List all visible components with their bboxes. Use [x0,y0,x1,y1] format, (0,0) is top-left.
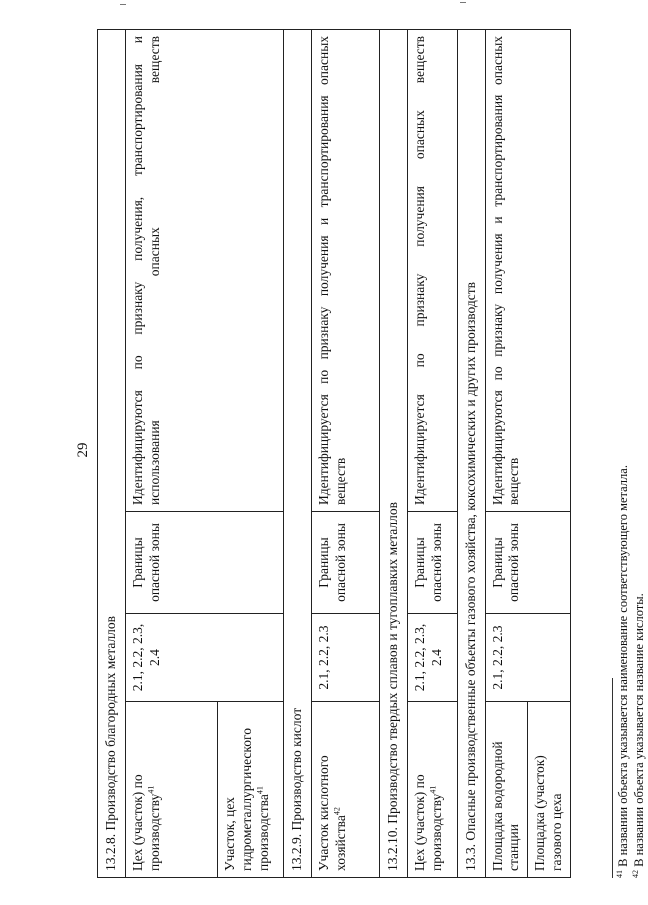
criterion-cell: Идентифицируется по признаку получения опасных веществ [407,29,457,511]
table-row [125,29,217,877]
table-row [311,29,379,877]
object-cell: Участок, цех гидрометаллургического производства$^{41}$ [217,702,283,878]
section-header-row [98,29,126,877]
criterion-cell: Идентифицируются по признаку получения, транспортирования и использования опасных веществ [125,29,283,511]
footnote-ref: 41 [428,785,437,794]
object-cell: Цех (участок) по производству$^{41}$ [125,702,217,878]
section-title: 13.2.8. Производство благородных металлов [98,29,126,877]
section-header-row [379,29,407,877]
object-cell: Площадка (участок) газового цеха [528,702,571,878]
boundaries-cell: Границы опасной зоны [125,512,283,614]
criterion-cell: Идентифицируется по признаку получения и транспортирования опасных веществ [311,29,379,511]
scan-artifact [120,4,126,5]
footnote-ref: 41 [255,786,265,795]
scan-artifact [460,2,466,3]
footnote-separator [612,678,613,878]
section-header-row [457,29,485,877]
section-title: 13.2.9. Производство кислот [283,29,311,877]
footnote: $^{42}$ В названии объекта указывается название кислоты. [631,593,647,878]
footnote-ref: 41 [146,785,156,794]
hazard-classes-cell: 2.1, 2.2, 2.3 [485,614,571,702]
page-number: 29 [75,442,91,458]
section-header-row [283,29,311,877]
footnote-mark: 42 [631,870,641,878]
footnote-mark: 41 [614,870,624,878]
hazard-objects-table [97,29,571,878]
footnote-ref: 42 [332,807,342,816]
hazard-classes-cell: 2.1, 2.2, 2.3, 2.4 [125,614,283,702]
hazard-classes-cell: 2.1, 2.2, 2.3 [311,614,379,702]
footnotes [615,78,648,878]
table-row [407,29,457,877]
section-title: 13.3. Опасные производственные объекты газового хозяйства, коксохимических и других производств [457,29,485,877]
object-cell: Цех (участок) по производству$^{41}$ [407,702,457,878]
footnote: $^{41}$ В названии объекта указывается наименование соответствующего металла. [614,465,630,878]
boundaries-cell: Границы опасной зоны [485,512,571,614]
object-cell: Участок кислотного хозяйства$^{42}$ [311,702,379,878]
object-cell: Площадка водородной станции [485,702,528,878]
hazard-classes-cell: 2.1, 2.2, 2.3, 2.4 [407,614,457,702]
boundaries-cell: Границы опасной зоны [311,512,379,614]
criterion-cell: Идентифицируются по признаку получения и транспортирования опасных веществ [485,29,571,511]
section-title: 13.2.10. Производство твердых сплавов и тугоплавких металлов [379,29,407,877]
table-row [485,29,528,877]
boundaries-cell: Границы опасной зоны [407,512,457,614]
